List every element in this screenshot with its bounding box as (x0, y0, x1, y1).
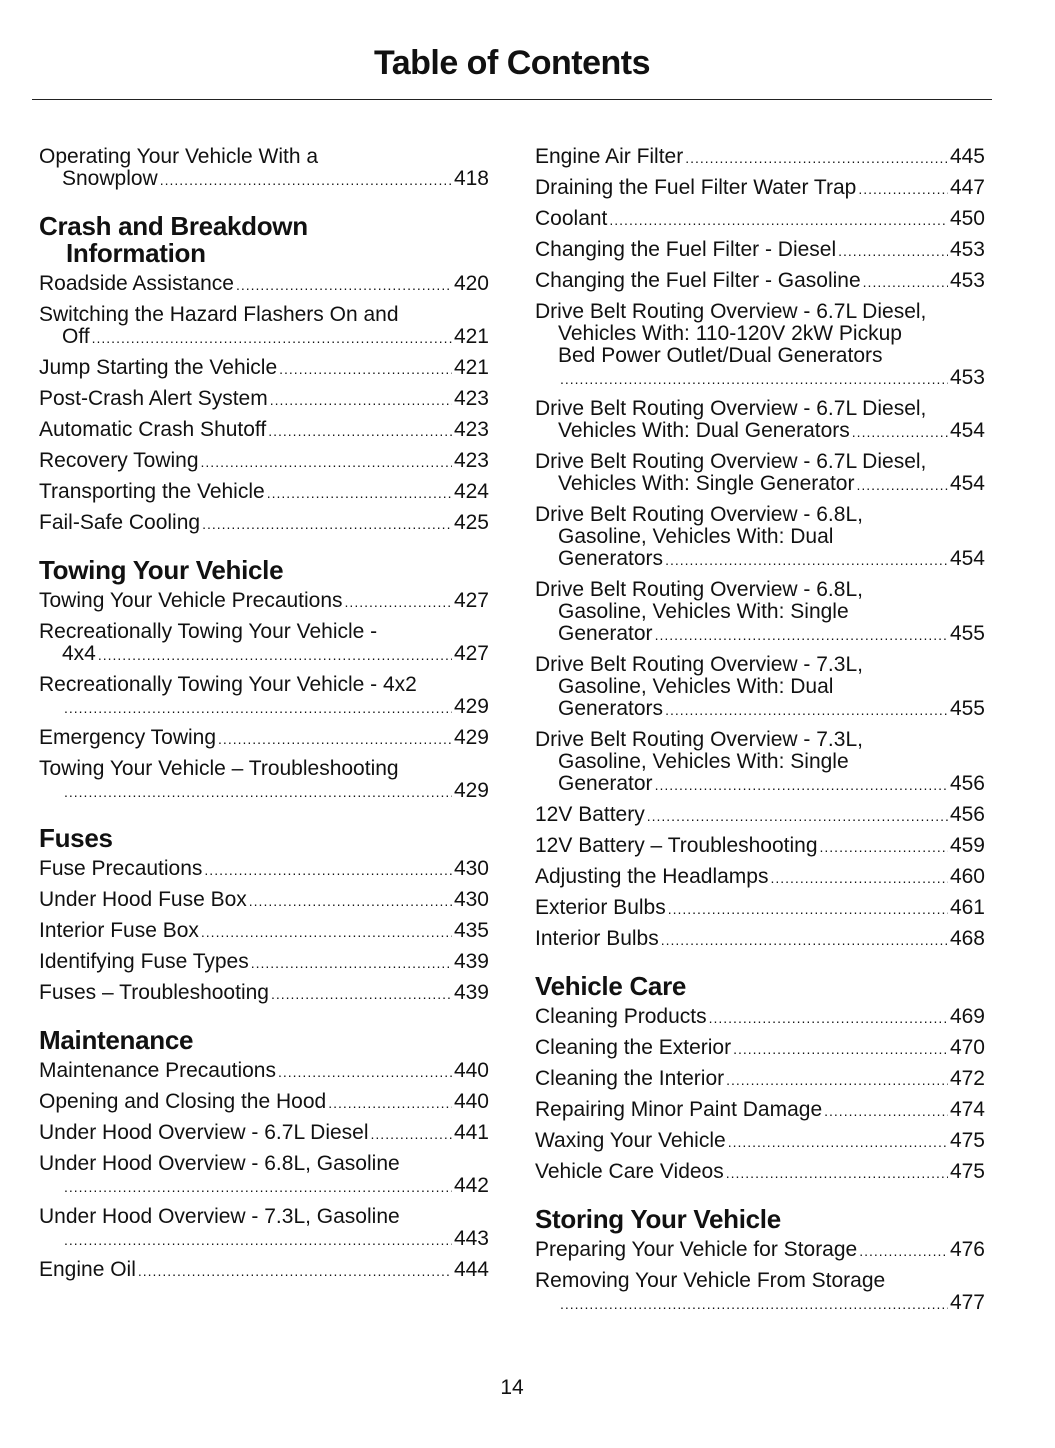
toc-entry[interactable] (39, 419, 489, 442)
dot-leader (609, 209, 948, 231)
toc-entry-title-line: Identifying Fuse Types (39, 950, 249, 973)
section-heading-line: Information (66, 238, 206, 268)
toc-entry-title-line: Under Hood Overview - 6.7L Diesel (39, 1121, 369, 1144)
toc-entry-page[interactable]: 424 (453, 480, 489, 503)
section-heading-line: Towing Your Vehicle (39, 555, 284, 585)
dot-leader (655, 624, 948, 646)
dot-leader (64, 1229, 452, 1251)
toc-entry-last-line (39, 450, 489, 473)
dot-leader (859, 1240, 948, 1262)
toc-entry-last-line (39, 419, 489, 442)
toc-entry[interactable] (535, 654, 985, 721)
toc-entry-title-line: Vehicle Care Videos (535, 1160, 724, 1183)
toc-entry-last-line (535, 367, 985, 390)
toc-entry-title-line: Gasoline, Vehicles With: Single (558, 750, 849, 773)
toc-entry[interactable] (535, 729, 985, 796)
dot-leader (328, 1092, 452, 1114)
toc-entry-last-line (39, 1228, 489, 1251)
toc-entry-title-line: Adjusting the Headlamps (535, 865, 769, 888)
dot-leader (858, 178, 948, 200)
toc-entry-page[interactable]: 477 (949, 1291, 985, 1314)
toc-entry[interactable] (535, 451, 985, 496)
toc-entry-title-line: Recreationally Towing Your Vehicle - (39, 620, 378, 643)
toc-entry-page[interactable]: 420 (453, 272, 489, 295)
toc-entry-page[interactable]: 456 (949, 772, 985, 795)
toc-entry-page[interactable]: 454 (949, 547, 985, 570)
toc-entry-title-line: Post-Crash Alert System (39, 387, 268, 410)
toc-entry[interactable] (39, 1153, 489, 1198)
toc-entry[interactable] (535, 1037, 985, 1060)
toc-entry-title-line: Waxing Your Vehicle (535, 1129, 726, 1152)
toc-entry-title-line: Gasoline, Vehicles With: Dual (558, 525, 834, 548)
section-heading (39, 213, 489, 267)
toc-entry-last-line (39, 982, 489, 1005)
toc-entry[interactable] (535, 1270, 985, 1315)
toc-entry[interactable] (535, 146, 985, 169)
toc-entry-title-line: Gasoline, Vehicles With: Single (558, 600, 849, 623)
toc-entry-title-line: 4x4 (62, 642, 96, 665)
toc-entry[interactable] (39, 889, 489, 912)
dot-leader (726, 1162, 948, 1184)
toc-entry-last-line (535, 698, 985, 721)
toc-entry-page[interactable]: 456 (949, 803, 985, 826)
dot-leader (160, 169, 452, 191)
toc-entry-last-line (535, 1037, 985, 1060)
toc-entry-title-line: Preparing Your Vehicle for Storage (535, 1238, 858, 1261)
toc-entry-page[interactable]: 443 (453, 1227, 489, 1250)
section-heading (39, 825, 489, 852)
toc-entry[interactable] (39, 858, 489, 881)
toc-entry[interactable] (535, 1099, 985, 1122)
toc-entry-page[interactable]: 475 (949, 1129, 985, 1152)
toc-entry-title-line: Repairing Minor Paint Damage (535, 1098, 823, 1121)
toc-entry[interactable] (535, 504, 985, 571)
toc-entry-title-line: Roadside Assistance (39, 272, 234, 295)
toc-entry-title-line: Changing the Fuel Filter - Gasoline (535, 269, 861, 292)
toc-entry-title-line: Generators (558, 697, 664, 720)
toc-entry[interactable] (535, 804, 985, 827)
toc-entry-page[interactable]: 429 (453, 726, 489, 749)
toc-entry-page[interactable]: 440 (453, 1059, 489, 1082)
toc-entry-last-line (535, 1239, 985, 1262)
dot-leader (709, 1007, 948, 1029)
toc-entry-page[interactable]: 447 (949, 176, 985, 199)
toc-entry[interactable] (535, 835, 985, 858)
dot-leader (92, 327, 452, 349)
toc-entry[interactable] (535, 1006, 985, 1029)
dot-leader (852, 421, 948, 443)
toc-entry-page[interactable]: 470 (949, 1036, 985, 1059)
toc-entry-page[interactable]: 469 (949, 1005, 985, 1028)
toc-entry-title-line: Opening and Closing the Hood (39, 1090, 327, 1113)
toc-entry-title-line: Drive Belt Routing Overview - 6.7L Diesel, (535, 300, 927, 323)
toc-entry[interactable] (39, 1091, 489, 1114)
section-heading-line: Fuses (39, 823, 113, 853)
section-heading (535, 973, 985, 1000)
dot-leader (661, 929, 948, 951)
dot-leader (98, 644, 452, 666)
section-heading-line: Crash and Breakdown (39, 211, 308, 241)
toc-entry-page[interactable]: 454 (949, 419, 985, 442)
dot-leader (218, 728, 452, 750)
toc-entry-page[interactable]: 455 (949, 697, 985, 720)
toc-entry-last-line (39, 168, 489, 191)
toc-entry-last-line (535, 1099, 985, 1122)
toc-entry-page[interactable]: 423 (453, 387, 489, 410)
dot-leader (560, 368, 948, 390)
toc-entry-last-line (535, 1161, 985, 1184)
toc-entry-page[interactable]: 441 (453, 1121, 489, 1144)
toc-entry-title-line: Generator (558, 622, 653, 645)
toc-entry-last-line (535, 548, 985, 571)
dot-leader (668, 898, 948, 920)
title-divider (32, 99, 992, 100)
toc-entry[interactable] (39, 590, 489, 613)
toc-entry[interactable] (39, 1259, 489, 1282)
toc-entry-title-line: Transporting the Vehicle (39, 480, 265, 503)
toc-entry-last-line (39, 643, 489, 666)
toc-entry-last-line (535, 897, 985, 920)
dot-leader (856, 474, 947, 496)
toc-entry[interactable] (39, 674, 489, 719)
toc-entry-title-line: Under Hood Overview - 7.3L, Gasoline (39, 1205, 400, 1228)
toc-entry[interactable] (39, 982, 489, 1005)
toc-entry-last-line (535, 1006, 985, 1029)
toc-entry[interactable] (39, 727, 489, 750)
toc-entry-title-line: Drive Belt Routing Overview - 7.3L, (535, 653, 863, 676)
toc-entry-last-line (39, 1259, 489, 1282)
toc-entry-last-line (39, 481, 489, 504)
toc-entry-last-line (39, 1060, 489, 1083)
toc-entry-last-line (535, 866, 985, 889)
toc-entry-title-line: Drive Belt Routing Overview - 6.7L Diesel, (535, 397, 927, 420)
toc-entry-last-line (39, 920, 489, 943)
dot-leader (560, 1293, 948, 1315)
toc-entry-page[interactable]: 425 (453, 511, 489, 534)
toc-entry-page[interactable]: 440 (453, 1090, 489, 1113)
toc-entry[interactable] (39, 146, 489, 191)
toc-entry-last-line (39, 780, 489, 803)
toc-entry-title-line: Drive Belt Routing Overview - 6.8L, (535, 578, 863, 601)
toc-entry-page[interactable]: 461 (949, 896, 985, 919)
toc-entry-last-line (535, 420, 985, 443)
toc-entry-page[interactable]: 429 (453, 695, 489, 718)
toc-entry-page[interactable]: 423 (453, 449, 489, 472)
section-heading (535, 1206, 985, 1233)
toc-entry-page[interactable]: 442 (453, 1174, 489, 1197)
toc-entry-last-line (39, 388, 489, 411)
toc-entry-page[interactable]: 418 (453, 167, 489, 190)
toc-entry-title-line: Engine Air Filter (535, 145, 684, 168)
toc-entry-page[interactable]: 474 (949, 1098, 985, 1121)
toc-entry-title-line: Switching the Hazard Flashers On and (39, 303, 399, 326)
toc-entry[interactable] (39, 621, 489, 666)
toc-entry-page[interactable]: 435 (453, 919, 489, 942)
toc-entry-title-line: Operating Your Vehicle With a (39, 145, 319, 168)
page-number: 14 (500, 1376, 524, 1399)
toc-entry-page[interactable]: 472 (949, 1067, 985, 1090)
toc-entry-page[interactable]: 460 (949, 865, 985, 888)
dot-leader (733, 1038, 948, 1060)
toc-entry-title-line: Interior Bulbs (535, 927, 659, 950)
toc-column-right (535, 146, 985, 1323)
dot-leader (665, 699, 948, 721)
toc-entry-last-line (535, 835, 985, 858)
toc-entry-page[interactable]: 475 (949, 1160, 985, 1183)
dot-leader (820, 836, 948, 858)
toc-entry[interactable] (39, 951, 489, 974)
toc-entry[interactable] (39, 388, 489, 411)
toc-entry-last-line (39, 1091, 489, 1114)
toc-entry-last-line (535, 1130, 985, 1153)
dot-leader (204, 859, 452, 881)
toc-entry-title-line: 12V Battery – Troubleshooting (535, 834, 818, 857)
toc-entry-title-line: Off (62, 325, 90, 348)
toc-entry-page[interactable]: 444 (453, 1258, 489, 1281)
toc-entry-page[interactable]: 421 (453, 325, 489, 348)
dot-leader (770, 867, 947, 889)
toc-entry-title-line: Towing Your Vehicle Precautions (39, 589, 343, 612)
toc-entry-last-line (39, 889, 489, 912)
toc-entry-title-line: Draining the Fuel Filter Water Trap (535, 176, 857, 199)
toc-entry-title-line: Cleaning the Exterior (535, 1036, 732, 1059)
toc-entry-last-line (535, 270, 985, 293)
dot-leader (202, 513, 452, 535)
toc-entry-title-line: Drive Belt Routing Overview - 7.3L, (535, 728, 863, 751)
toc-entry[interactable] (535, 1068, 985, 1091)
toc-entry-last-line (39, 590, 489, 613)
section-heading (39, 1027, 489, 1054)
toc-entry-page[interactable]: 476 (949, 1238, 985, 1261)
dot-leader (838, 240, 948, 262)
toc-entry[interactable] (39, 304, 489, 349)
toc-entry[interactable] (535, 270, 985, 293)
toc-entry-title-line: Maintenance Precautions (39, 1059, 276, 1082)
toc-entry[interactable] (39, 1060, 489, 1083)
toc-entry-title-line: Jump Starting the Vehicle (39, 356, 278, 379)
toc-entry-page[interactable]: 445 (949, 145, 985, 168)
toc-entry[interactable] (535, 1239, 985, 1262)
toc-entry-title-line: Vehicles With: 110-120V 2kW Pickup (558, 322, 902, 345)
dot-leader (236, 274, 452, 296)
toc-entry-title-line: Exterior Bulbs (535, 896, 666, 919)
toc-entry-page[interactable]: 429 (453, 779, 489, 802)
dot-leader (863, 271, 948, 293)
toc-entry[interactable] (39, 920, 489, 943)
toc-entry-page[interactable]: 423 (453, 418, 489, 441)
toc-entry-title-line: Automatic Crash Shutoff (39, 418, 267, 441)
toc-entry-page[interactable]: 439 (453, 981, 489, 1004)
toc-entry-page[interactable]: 430 (453, 857, 489, 880)
dot-leader (279, 358, 452, 380)
toc-entry[interactable] (39, 512, 489, 535)
toc-entry-title-line: Engine Oil (39, 1258, 136, 1281)
toc-entry-title-line: Snowplow (62, 167, 158, 190)
toc-entry[interactable] (39, 758, 489, 803)
toc-entry[interactable] (535, 301, 985, 390)
dot-leader (345, 591, 452, 613)
toc-entry-page[interactable]: 453 (949, 269, 985, 292)
toc-entry-page[interactable]: 450 (949, 207, 985, 230)
dot-leader (138, 1260, 452, 1282)
toc-entry-title-line: Bed Power Outlet/Dual Generators (558, 344, 883, 367)
toc-entry[interactable] (39, 450, 489, 473)
toc-entry-last-line (535, 473, 985, 496)
toc-entry-last-line (39, 1122, 489, 1145)
page-title: Table of Contents (373, 44, 651, 82)
toc-entry-last-line (535, 773, 985, 796)
toc-entry[interactable] (39, 1122, 489, 1145)
dot-leader (251, 952, 452, 974)
toc-entry-last-line (535, 928, 985, 951)
toc-entry[interactable] (535, 866, 985, 889)
dot-leader (371, 1123, 452, 1145)
toc-entry[interactable] (535, 1161, 985, 1184)
dot-leader (249, 890, 452, 912)
toc-entry[interactable] (39, 1206, 489, 1251)
toc-entry-title-line: Changing the Fuel Filter - Diesel (535, 238, 837, 261)
toc-entry-title-line: Under Hood Overview - 6.8L, Gasoline (39, 1152, 400, 1175)
dot-leader (267, 482, 452, 504)
toc-entry[interactable] (535, 177, 985, 200)
dot-leader (647, 805, 948, 827)
toc-entry-title-line: Generators (558, 547, 664, 570)
toc-entry-last-line (535, 146, 985, 169)
toc-entry-page[interactable]: 453 (949, 238, 985, 261)
toc-entry-page[interactable]: 453 (949, 366, 985, 389)
toc-entry-page[interactable]: 430 (453, 888, 489, 911)
toc-entry-last-line (39, 727, 489, 750)
toc-entry-title-line: Interior Fuse Box (39, 919, 199, 942)
toc-entry-title-line: Vehicles With: Single Generator (558, 472, 855, 495)
toc-entry-last-line (39, 326, 489, 349)
toc-entry-title-line: Fuse Precautions (39, 857, 203, 880)
dot-leader (64, 781, 452, 803)
toc-entry-last-line (39, 273, 489, 296)
toc-entry-last-line (535, 1068, 985, 1091)
toc-entry-last-line (535, 239, 985, 262)
dot-leader (271, 983, 452, 1005)
dot-leader (268, 420, 452, 442)
dot-leader (278, 1061, 452, 1083)
toc-entry[interactable] (535, 208, 985, 231)
toc-entry[interactable] (39, 273, 489, 296)
toc-entry-title-line: Drive Belt Routing Overview - 6.8L, (535, 503, 863, 526)
toc-entry-title-line: Emergency Towing (39, 726, 217, 749)
dot-leader (64, 697, 452, 719)
toc-entry-last-line (39, 858, 489, 881)
toc-entry-title-line: Coolant (535, 207, 608, 230)
toc-entry[interactable] (535, 239, 985, 262)
toc-entry-title-line: Generator (558, 772, 653, 795)
section-heading-line: Vehicle Care (535, 971, 687, 1001)
toc-column-left (39, 146, 489, 1290)
toc-entry-title-line: Removing Your Vehicle From Storage (535, 1269, 886, 1292)
toc-entry[interactable] (39, 481, 489, 504)
toc-entry-page[interactable]: 439 (453, 950, 489, 973)
toc-entry-last-line (535, 177, 985, 200)
toc-entry-last-line (39, 951, 489, 974)
toc-entry-last-line (535, 623, 985, 646)
toc-entry[interactable] (39, 357, 489, 380)
toc-entry-page[interactable]: 421 (453, 356, 489, 379)
toc-entry-title-line: Recreationally Towing Your Vehicle - 4x2 (39, 673, 417, 696)
dot-leader (201, 451, 452, 473)
toc-entry[interactable] (535, 579, 985, 646)
toc-entry-title-line: Vehicles With: Dual Generators (558, 419, 850, 442)
dot-leader (726, 1069, 948, 1091)
section-heading-line: Storing Your Vehicle (535, 1204, 781, 1234)
toc-entry-title-line: 12V Battery (535, 803, 645, 826)
toc-entry-title-line: Gasoline, Vehicles With: Dual (558, 675, 834, 698)
toc-entry-title-line: Recovery Towing (39, 449, 199, 472)
toc-entry-last-line (39, 696, 489, 719)
dot-leader (685, 147, 948, 169)
toc-entry-page[interactable]: 468 (949, 927, 985, 950)
toc-entry-title-line: Towing Your Vehicle – Troubleshooting (39, 757, 399, 780)
dot-leader (728, 1131, 948, 1153)
section-heading-line: Maintenance (39, 1025, 194, 1055)
toc-entry[interactable] (535, 398, 985, 443)
toc-entry-title-line: Drive Belt Routing Overview - 6.7L Diesel, (535, 450, 927, 473)
dot-leader (824, 1100, 948, 1122)
toc-entry-title-line: Fail-Safe Cooling (39, 511, 201, 534)
dot-leader (665, 549, 948, 571)
dot-leader (270, 389, 452, 411)
toc-entry-last-line (39, 357, 489, 380)
toc-entry[interactable] (535, 897, 985, 920)
toc-entry-page[interactable]: 459 (949, 834, 985, 857)
toc-entry-page[interactable]: 427 (453, 589, 489, 612)
toc-entry-page[interactable]: 454 (949, 472, 985, 495)
toc-entry[interactable] (535, 1130, 985, 1153)
toc-entry-title-line: Cleaning Products (535, 1005, 707, 1028)
toc-entry-title-line: Fuses – Troubleshooting (39, 981, 269, 1004)
toc-entry-last-line (39, 512, 489, 535)
section-heading (39, 557, 489, 584)
toc-entry-last-line (535, 804, 985, 827)
toc-entry-last-line (535, 1292, 985, 1315)
toc-entry-last-line (535, 208, 985, 231)
toc-entry-page[interactable]: 455 (949, 622, 985, 645)
dot-leader (655, 774, 948, 796)
toc-entry-title-line: Under Hood Fuse Box (39, 888, 247, 911)
dot-leader (201, 921, 452, 943)
dot-leader (64, 1176, 452, 1198)
toc-entry-last-line (39, 1175, 489, 1198)
toc-entry-page[interactable]: 427 (453, 642, 489, 665)
toc-entry-title-line: Cleaning the Interior (535, 1067, 725, 1090)
toc-entry[interactable] (535, 928, 985, 951)
